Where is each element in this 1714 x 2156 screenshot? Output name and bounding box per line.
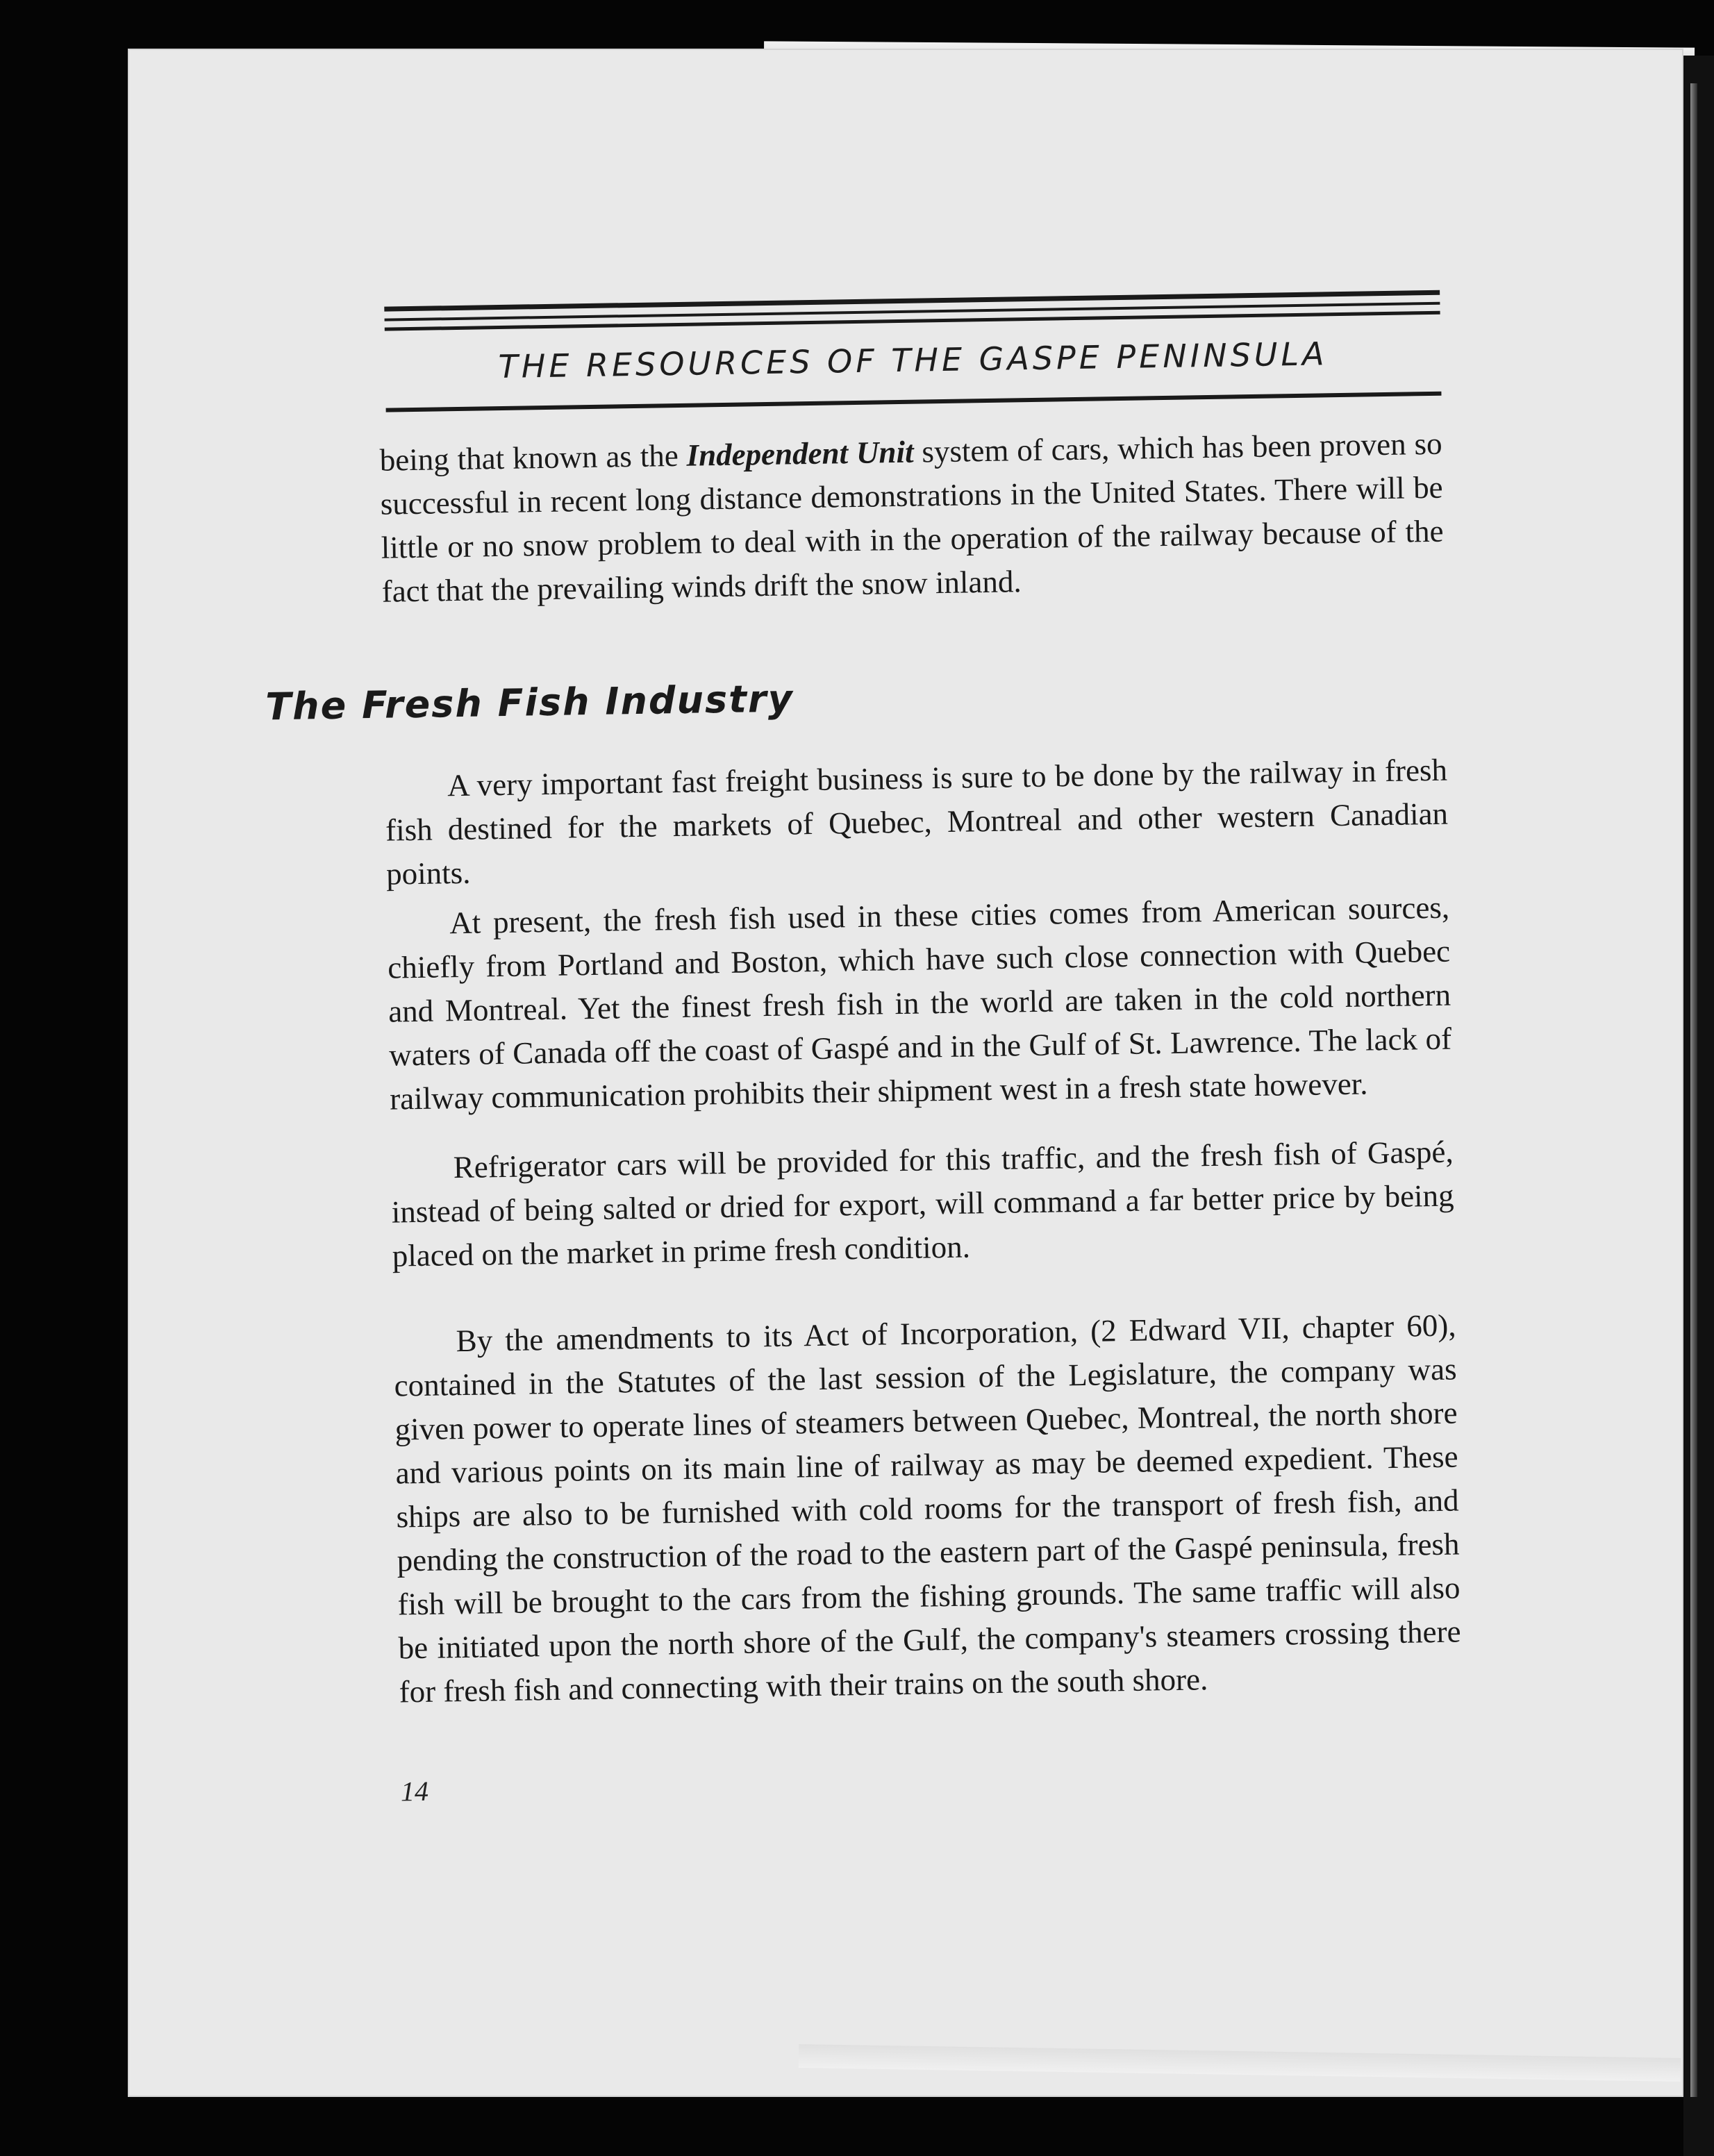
header-rule-top [384, 290, 1440, 312]
page-number: 14 [400, 1775, 429, 1807]
paragraph-1-text-end: system of cars, which has been proven so successful in recent long distance demonstrations in the United States. There will be little or no snow problem to deal with in the operation of the railway because of the fact that the prevailing winds drift the snow inland. [380, 426, 1444, 609]
paragraph-continued [379, 422, 1445, 614]
paragraph-1-text-start: being that known as the [379, 437, 687, 478]
section-heading: The Fresh Fish Industry [265, 676, 794, 729]
header-rule-bottom [386, 392, 1442, 412]
independent-unit-emphasis: Independent Unit [686, 434, 914, 473]
paragraph-5: By the amendments to its Act of Incorporation, (2 Edward VII, chapter 60), contained in the Statutes of the last session of the Legislature, the company was given power to operate lines of steamers between Quebec, Montreal, the north shore and various points on its main line of railway as may be deemed expedient. These ships are also to be furnished with cold rooms for the transport of fresh fish, and pending the construction of the road to the eastern part of the Gaspé peninsula, fresh fish will be brought to the cars from the fishing grounds. The same traffic will also be initiated upon the north shore of the Gulf, the company's steamers crossing there for fresh fish and connecting with their trains on the south shore. [394, 1307, 1461, 1710]
paragraph-2: A very important fast freight business is sure to be done by the railway in fresh fish destined for the markets of Quebec, Montreal and other western Canadian points. [385, 752, 1449, 892]
header-rule-lower [385, 311, 1440, 331]
paragraph-4: Refrigerator cars will be provided for this traffic, and the fresh fish of Gaspé, instead of being salted or dried for export, will command a far better price by being placed on the market in prime fresh condition. [391, 1134, 1454, 1273]
running-head: THE RESOURCES OF THE GASPE PENINSULA [498, 335, 1328, 386]
paragraph-3: At present, the fresh fish used in these cities comes from American sources, chiefly from Portland and Boston, which have such close connection with Quebec and Montreal. Yet the finest fresh fish in the world are taken in the cold northern waters of Canada off the coast of Gaspé and in the Gulf of St. Lawrence. The lack of railway communication prohibits their shipment west in a fresh state however. [387, 889, 1452, 1117]
